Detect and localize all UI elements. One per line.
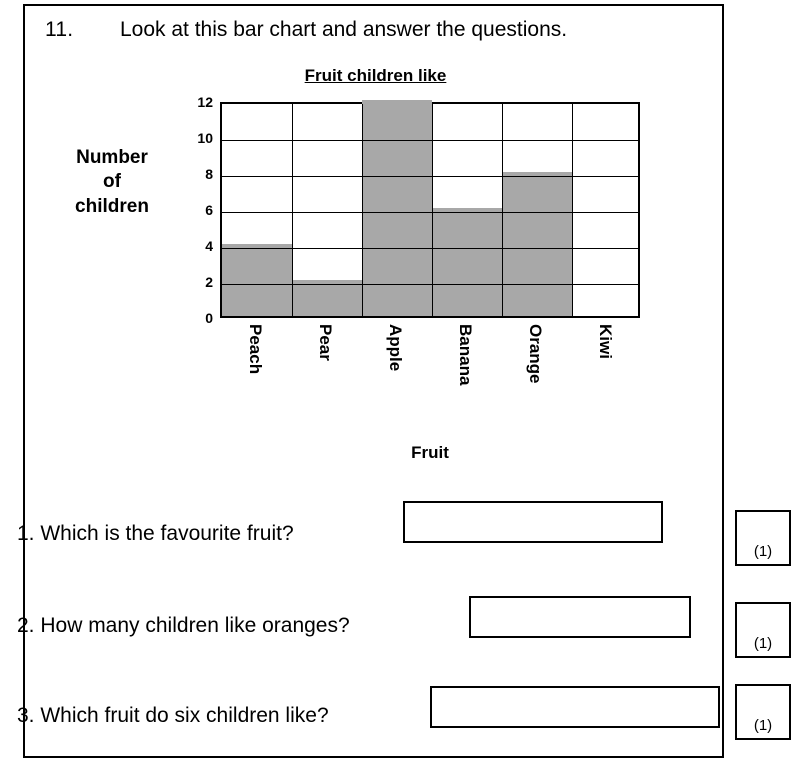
y-tick-4: 4	[205, 238, 213, 254]
y-axis-title-line-3: children	[75, 195, 149, 217]
y-tick-2: 2	[205, 274, 213, 290]
x-axis-title: Fruit	[411, 443, 449, 462]
y-axis-ticks	[175, 94, 213, 326]
mark-box-3	[735, 684, 791, 740]
x-label-pear-text: Pear	[316, 324, 335, 361]
y-tick-10: 10	[197, 130, 213, 146]
y-axis-title-line-2: of	[103, 171, 121, 193]
y-axis-title-line-1: Number	[76, 147, 148, 168]
bar-apple	[362, 100, 432, 316]
x-label-peach	[220, 324, 290, 434]
x-label-orange	[500, 324, 570, 434]
answer-box-3[interactable]	[430, 686, 720, 728]
mark-box-1-text: (1)	[753, 543, 773, 560]
mark-box-2	[735, 602, 791, 658]
sub-question-2-label: 2. How many children like oranges?	[17, 614, 350, 637]
bar-banana	[432, 208, 502, 316]
y-axis-title	[47, 146, 177, 219]
mark-box-3-text: (1)	[753, 717, 773, 734]
x-axis-tick-labels	[220, 324, 640, 434]
x-label-pear	[290, 324, 360, 434]
question-prompt: Look at this bar chart and answer the questions.	[120, 18, 568, 41]
x-label-banana	[430, 324, 500, 434]
y-tick-6: 6	[205, 202, 213, 218]
x-label-banana-text: Banana	[456, 324, 475, 386]
answer-box-2[interactable]	[469, 596, 691, 638]
mark-box-1	[735, 510, 791, 566]
bar-pear	[292, 280, 362, 316]
question-number: 11.	[45, 18, 74, 41]
x-label-apple	[360, 324, 430, 434]
y-tick-0: 0	[205, 310, 213, 326]
sub-question-3-label: 3. Which fruit do six children like?	[17, 704, 329, 727]
sub-question-1-label: 1. Which is the favourite fruit?	[17, 522, 294, 545]
x-label-kiwi	[570, 324, 640, 434]
x-label-kiwi-text: Kiwi	[596, 324, 615, 359]
bar-chart-plot	[220, 102, 640, 318]
x-label-peach-text: Peach	[246, 324, 265, 375]
bar-peach	[222, 244, 292, 316]
chart-title: Fruit children like	[304, 66, 447, 85]
x-label-orange-text: Orange	[526, 324, 545, 384]
y-tick-8: 8	[205, 166, 213, 182]
answer-box-1[interactable]	[403, 501, 663, 543]
y-tick-12: 12	[197, 94, 213, 110]
question-container	[17, 4, 724, 758]
bar-orange	[502, 172, 572, 316]
x-label-apple-text: Apple	[386, 324, 405, 372]
mark-box-2-text: (1)	[753, 635, 773, 652]
